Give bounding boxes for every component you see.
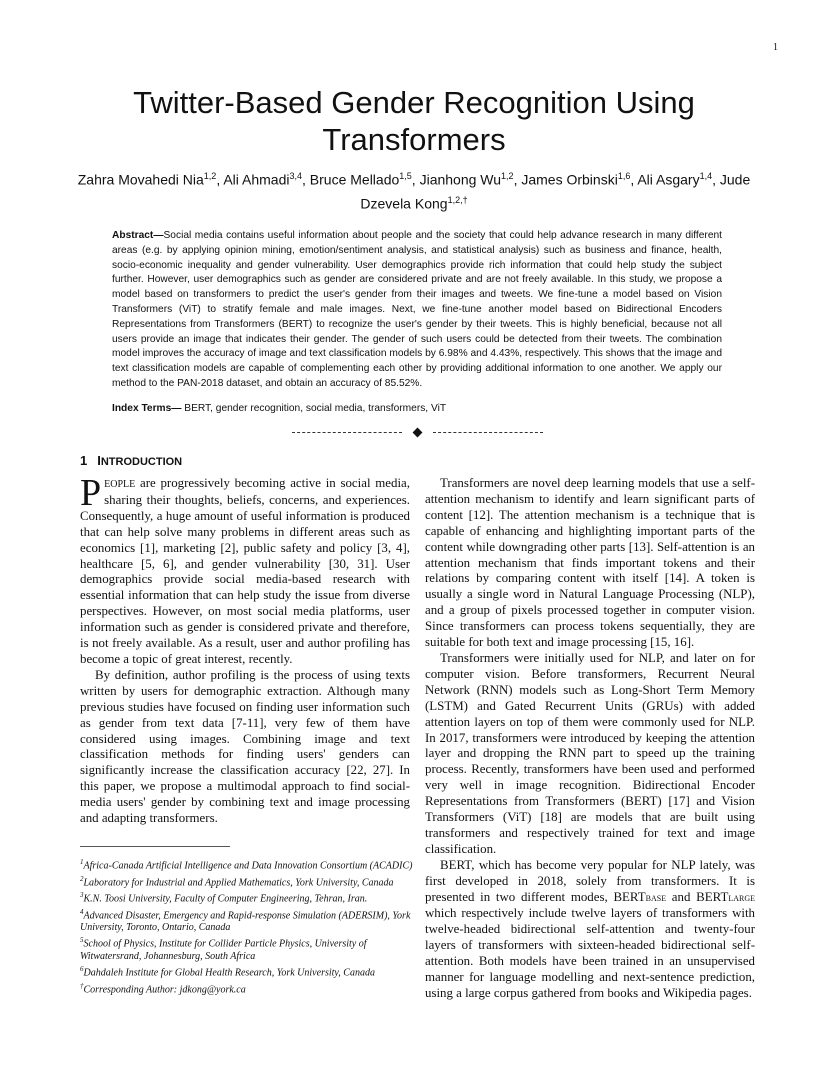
author-name: Ali Ahmadi [223,171,290,188]
abstract [112,229,722,392]
footnote-rule [80,846,230,847]
intro-paragraph-2: By definition, author profiling is the process of using texts written by users for demographic extraction. Although many previous studies have focused on finding user information such as gender from text data [7-11], very few of them have considered using images. Combining image and text classification methods for finding users' genders can significantly increase the classification accuracy [22, 27]. In this paper, we propose a multimodal approach to find social-media users' gender by combining text and image processing and adapting transformers. [80,667,410,826]
footnotes [80,856,415,996]
left-column [80,472,410,827]
paragraph-text: which respectively include twelve layers of transformers with twelve-headed bidirectional self-attention and twenty-four layers of transformers with sixteen-headed bidirectional self-attention. Both models have been trained in an unsupervised manner for language modelling and next-sentence prediction, using a large corpus gathered from books and Wikipedia pages. [425,906,755,1000]
footnote-text: School of Physics, Institute for Collider Particle Physics, University of Witwatersrand, Johannesburg, South Africa [80,938,367,962]
index-terms-label: Index Terms— [112,403,182,414]
divider-diamond-icon [412,427,422,437]
dropcap-lead-word: EOPLE [104,479,136,490]
author-name: Ali Asgary [637,171,700,188]
author-name: Jude Dzevela Kong [360,171,751,212]
section-title-initial: I [97,453,101,468]
section-title-rest: NTRODUCTION [100,456,183,468]
divider-dash-right [433,432,543,433]
author-affiliation: 1,5 [399,171,412,181]
footnote-item [80,963,415,980]
author-affiliation: 1,6 [617,171,631,181]
author-name: Bruce Mellado [309,171,400,188]
footnote-mark: 3 [80,891,84,900]
section-number: 1 [80,453,88,468]
author-affiliation: 1,2 [501,171,514,181]
bert-base-subscript: BASE [645,893,667,903]
paragraph-bert [425,858,755,1002]
footnote-text: Corresponding Author: jdkong@york.ca [83,983,246,995]
divider-dash-left [292,432,402,433]
footnote-text: Dahdaleh Institute for Global Health Research, York University, Canada [83,967,375,979]
dropcap-letter: P [80,472,102,514]
page-number: 1 [773,42,778,53]
author-affiliation: 1,2,† [447,194,468,205]
author-name: Zahra Movahedi Nia [77,171,204,188]
section-heading [80,453,182,468]
footnote-item [80,980,415,997]
footnote-item [80,889,415,906]
author-affiliation: 1,4 [699,171,713,181]
bert-large-subscript: LARGE [728,893,755,903]
footnote-mark: 2 [80,874,84,883]
index-terms-text: BERT, gender recognition, social media, transformers, ViT [181,403,447,414]
intro-paragraph-1 [80,472,410,668]
footnote-item [80,906,415,935]
paragraph-text: are progressively becoming active in social media, sharing their thoughts, beliefs, concerns, and experiences. Consequently, a huge amount of useful information is produced that can help solve many problems in different areas such as economics [1], marketing [2], public safety and policy [3, 4], healthcare [5, 6], and gender vulnerability [30, 31]. User demographics provide social media-based research with essential information that can help study the issue from diverse perspectives. However, on most social media platforms, user information such as gender is considered private and therefore, is not freely available. As a result, user and author profiling has become a topic of great interest, recently. [80,476,410,666]
footnote-text: Advanced Disaster, Emergency and Rapid-response Simulation (ADERSIM), York University, Toronto, Ontario, Canada [80,909,411,934]
paragraph-text: and BERT [666,889,729,904]
footnote-mark: 4 [80,907,84,916]
paragraph-history: Transformers were initially used for NLP, and later on for computer vision. Before transformers, Recurrent Neural Network (RNN) models such as Long-Short Term Memory (LSTM) and Gated Recurrent Units (GRUs) with added attention layers on top of them were commonly used for NLP. In 2017, transformers were introduced by keeping the attention layer and dropping the RNN part to speed up the training process. Recently, transformers have been used and performed very well in image recognition. Bidirectional Encoder Representations from Transformers (BERT) [17] and Vision Transformers (ViT) [18] are models that are built using transformers and respectively trained for text and image classification. [425,650,755,856]
footnote-text: Laboratory for Industrial and Applied Mathematics, York University, Canada [83,876,394,888]
paper-title: Twitter-Based Gender Recognition Using Transformers [133,85,695,157]
author-affiliation: 3,4 [289,171,302,181]
footnote-item [80,934,415,963]
footnote-mark: † [80,981,84,990]
footnote-mark: 6 [80,965,84,974]
author-name: Jianhong Wu [419,171,502,188]
abstract-label: Abstract— [112,230,164,241]
paragraph-transformers: Transformers are novel deep learning models that use a self-attention mechanism to identify and learn significant parts of content [12]. The attention mechanism is a technique that is capable of enhancing and highlighting important parts of the content while downgrading other parts [13]. Self-attention is an attention mechanism that finds important tokens and their relations by comparing content with itself [14]. A token is usually a single word in Natural Language Processing (NLP), and a group of pixels processed together in computer vision. Since transformers can process tokens sequentially, they are suitable for both text and image processing [15, 16]. [425,476,755,650]
footnote-mark: 1 [80,858,84,866]
footnote-mark: 5 [80,936,84,945]
right-column [425,476,755,1002]
footnote-text: K.N. Toosi University, Faculty of Computer Engineering, Tehran, Iran. [83,893,368,905]
paragraph-text: BERT, which has become very popular for NLP lately, was first developed in 2018, solely from transformers. It is presented in two different modes, BERT [425,857,755,904]
author-list: Zahra Movahedi Nia$^{1,2}$, Ali Ahmadi$^{3,4}$, Bruce Mellado$^{1,5}$, Jianhong Wu$^{1,2}$, James Orbinski$^{1,6}$, Ali Asgary$^{1,4}$, Jude Dzevela Kong$^{1,2,\dagger}$ [77,171,751,212]
footnote-item [80,856,415,873]
author-affiliation: 1,2 [203,171,217,181]
index-terms [112,403,722,414]
section-divider [272,426,562,438]
abstract-text: Social media contains useful information about people and the society that could help advance research in many different areas (e.g. by applying opinion mining, emotion/sentiment analysis, and statistical analysis) such as business and finance, health, socio-economic inequality and gender vulnerability. User demographics provide rich information that could help study the subject further. However, user demographics such as gender are considered private and are not freely available. In this study, we propose a model based on transformers to predict the user's gender from their images and tweets. We fine-tune a model based on Vision Transformers (ViT) to stratify female and male images. Next, we fine-tune another model based on Bidirectional Encoders Representations from Transformers (BERT) to recognize the user's gender by their tweets. This is highly beneficial, because not all users provide an image that indicates their gender. The gender of such users could be detected from their tweets. The combination model improves the accuracy of image and text classification models by 6.98% and 4.43%, respectively. This shows that the image and text classification models are capable of complementing each other by providing additional information to one another. We apply our method to the PAN-2018 dataset, and obtain an accuracy of 85.52%. [112,230,722,389]
footnote-text: Africa-Canada Artificial Intelligence and Data Innovation Consortium (ACADIC) [83,860,413,872]
footnote-item [80,873,415,890]
author-name: James Orbinski [521,171,618,188]
